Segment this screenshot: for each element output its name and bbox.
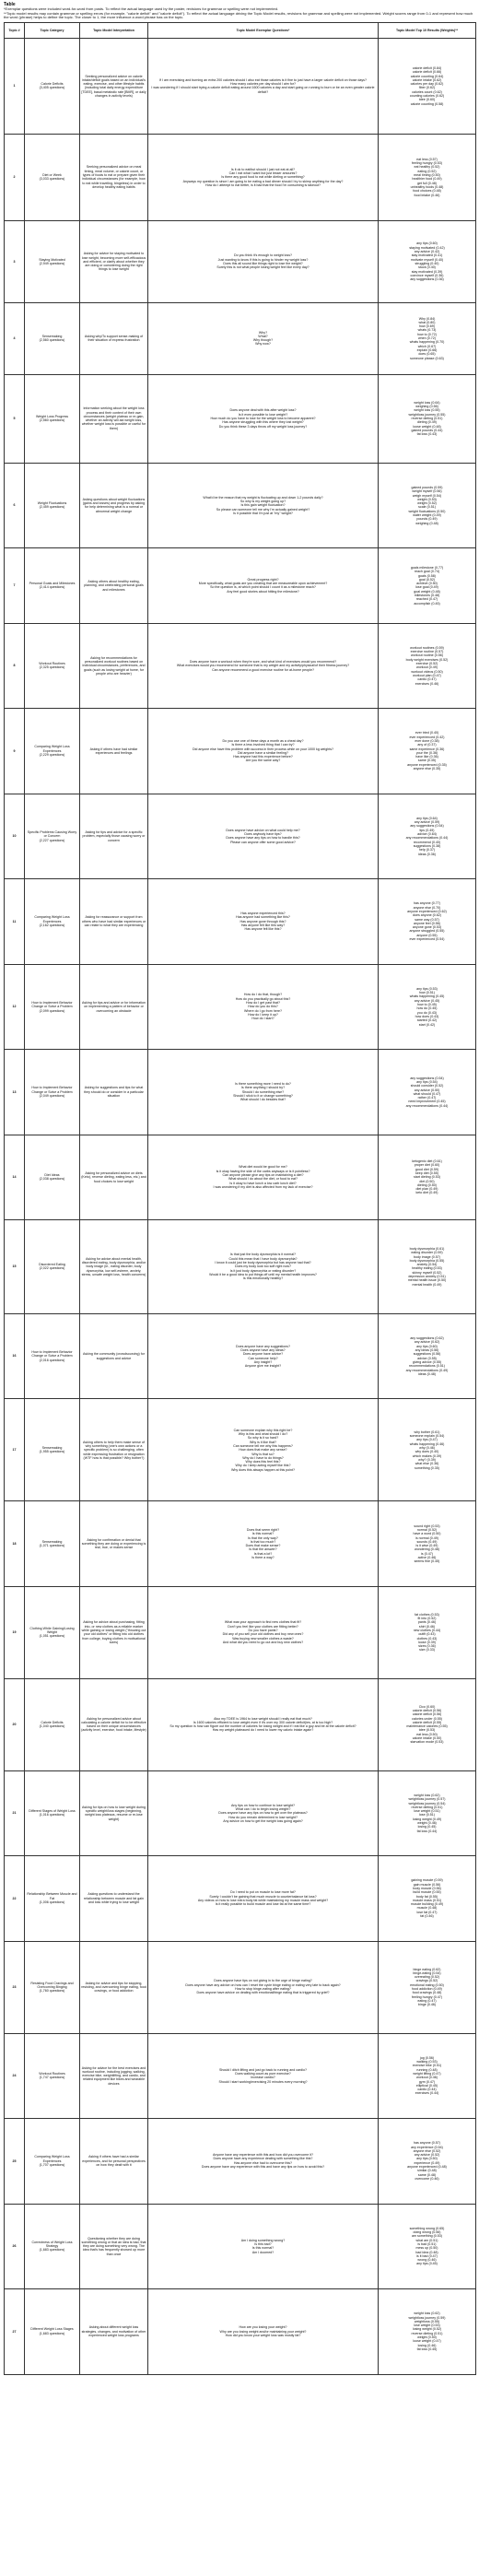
topic-category-cell: Sensemaking (2,560 questions) <box>25 302 80 374</box>
exemplar-questions-cell: Is that just the body dysmorphia is it normal? Could this mean that I have body dysmorphia? I know it could just be body dysmorphia but has anyone had that? Does my body look too soft right now? Is it just body dysmorphia or eating disorder? Would it be a good idea to put things off until my mental health improves? Is this emotionally healthy? <box>148 1220 379 1314</box>
interpretation-cell: Information seeking about the weight loss process and their context of their own circumstances (weight plateau or re-gain, whether an activity will aid weight loss, whether weight loss is possible or useful for them) <box>80 374 148 463</box>
results-cell: gained pounds (0.59) weight myself (0.56) weigh myself (0.54) weight (0.53) weight (0.52) scale (0.51) weight fluctuations (0.50) water weight (0.49) pounds (0.49) weighing (0.48) <box>379 463 476 548</box>
table-row <box>5 1399 476 1501</box>
exemplar-questions-cell: Can someone explain why this right be? Why is this and what should I do? So why is it so hard? Why is it like that? Can someone tell me why this happens? How does that make any sense? Why is that so? Why do I have to do things? Why does this feel this? Why do I keep acting myself like this? Why does this always happen at this point? <box>148 1399 379 1501</box>
results-cell: fat clothes (0.53) fit into (0.52) pants (0.46) shirt (0.46) new clothes (0.44) outfit (0.43) clothes (0.43) loose (0.39) sizes (0.36) size (0.33) <box>379 1586 476 1678</box>
topic-number-cell: 17 <box>5 1399 25 1501</box>
table-row <box>5 2119 476 2205</box>
topic-category-cell: Clothing While Gaining/Losing Weight (1,051 questions) <box>25 1586 80 1678</box>
interpretation-cell: Asking for advice for staying motivated to lose weight, becoming more self-efficacious and efficient, or clarify about whether they are doing or considering doing the right things to lose weight <box>80 221 148 303</box>
topic-number-cell: 6 <box>5 463 25 548</box>
topic-category-cell: Weight Loss Progress (2,560 questions) <box>25 374 80 463</box>
interpretation-cell: Asking questions about weight fluctuations (gains and losses) and progress by asking for help determining what is a normal or abnormal weight change <box>80 463 148 548</box>
results-cell: sound right (0.53) normal (0.52) have a word (0.50) is normal (0.49) sounds (0.49) is it wise (0.49) wondering (0.48) is (0.47) active (0.46) seems fine (0.45) <box>379 1501 476 1587</box>
table-row <box>5 1135 476 1220</box>
interpretation-cell: Asking questions to understand the relationship between muscle and fat gain and loss while trying to lose weight <box>80 1856 148 1942</box>
topic-category-cell: Diet Ideas (2,038 questions) <box>25 1135 80 1220</box>
exemplar-questions-cell: Why? What? Why though? Why now? <box>148 302 379 374</box>
interpretation-cell: Asking why/To support sense-making of their situation of express frustration <box>80 302 148 374</box>
exemplar-questions-cell: Has anyone experienced this? Has anyone had something like this? Has anyone gone through this? Has anyone felt like this way? Has anyone felt like this? <box>148 879 379 965</box>
topic-number-cell: 22 <box>5 1856 25 1942</box>
table-row <box>5 2204 476 2289</box>
topic-category-cell: Sensemaking (1,955 questions) <box>25 1399 80 1501</box>
results-cell: has anyone (0.57) any experience (0.54) anyone else (0.52) any advice (0.52) any tips (0.50) experience (0.49) anyone experienced (0.48) similar (0.48) same (0.48) overcome (0.46) <box>379 2119 476 2205</box>
results-cell: Cico (0.60) calorie deficit (0.56) calorie deficit (0.56) calories under (0.55) calorie deficit (0.55) maintenance calories (0.55) tdee (0.53) eat less (0.50) calorie intake (0.50) starvation mode (0.53) <box>379 1678 476 1770</box>
exemplar-questions-cell: Do you think it's enough to weight loss? Just wanting to know if this is going to hinder my weight loss? Does this all sound like things right to lose the weight? Surely this is not what people losing weight feel like every day? <box>148 221 379 303</box>
topic-category-cell: How to Implement Behavior Change or Solve a Problem (2,099 questions) <box>25 964 80 1050</box>
table-row <box>5 623 476 709</box>
exemplar-questions-cell: If I am exercising and burning an extra 200 calories should I also eat those calories is it fine to just have a larger calorie deficit on those days? How many calories per day should I aim for? I was wondering if I should start trying a calorie deficit eating around 1600 calories a day and start going on running to burn or be an even greater calorie deficit? <box>148 39 379 135</box>
topic-category-cell: Comparing Weight Loss Experiences (2,229 questions) <box>25 709 80 794</box>
table-row <box>5 2033 476 2119</box>
table-row <box>5 1501 476 1587</box>
table-body <box>5 39 476 2374</box>
results-cell: jog (0.56) walking (0.53) exercise bike (0.51) running (0.48) weight lifting (0.47) workout (0.46) gym (0.47) elliptical (0.45) cardio (0.44) exercises (0.44) <box>379 2033 476 2119</box>
exemplar-questions-cell: Do you use one of these days a month as a cheat day? Is there a less involved thing that I can try? Did anyone else have this problem with success in their process while on your 1000 kg weights? Did anyone have a similar feeling? Has anyone had this experience before? Are you the same way? <box>148 709 379 794</box>
table-row <box>5 39 476 135</box>
exemplar-questions-cell: What diet would be good for me? Is it okay having the side of the carbs anyways or is it pointless? Can anyone please give any tips on maintaining a diet? What should I do about the diet, or food to eat? Is it okay to have lunch a low carb lunch diet? I was wondering if my diet is also affected from my lack of exercise? <box>148 1135 379 1220</box>
topic-number-cell: 20 <box>5 1678 25 1770</box>
results-cell: Why (0.84) what (0.80) how (0.69) whats (0.73) how to (0.72) when (0.72) whats happening (0.70) which (0.67) explain (0.66) does (0.65) someone please (0.63) <box>379 302 476 374</box>
topic-number-cell: 11 <box>5 879 25 965</box>
results-cell: goals milestone (0.77) reach goal (0.74) goals (0.58) goal (0.52) achieve (0.50) lose goal (0.49) goal weight (0.48) milestones (0.48) reached (0.47) accomplish (0.45) <box>379 548 476 623</box>
topic-category-cell: Weight Fluctuations (2,459 questions) <box>25 463 80 548</box>
exemplar-questions-cell: Does anyone have advice on what could help me? Does anybody have tips? Does anyone have any tips on how to handle this? Please can anyone offer some good advice? <box>148 794 379 879</box>
topic-category-cell: How to Implement Behavior Change or Solve a Problem (2,016 questions) <box>25 1313 80 1399</box>
table-row <box>5 1678 476 1770</box>
exemplar-questions-cell: Does anyone have tips on not giving in to the urge of binge eating? Does anyone have any advice on how can I reset the cycle binge eating or eating very late to back again? How to stop binge-eating after eating? Does anyone have advice on dealing with emotional/binge eating that is triggered by grief? <box>148 1941 379 2033</box>
exemplar-questions-cell: Also my TDEE is 1964 to lose weight should I really eat that much? Is 1600 calories efficient to lose weight even if it's over my 300 calorie deficit)ies, at is too high? So my question is how can figure out the number of calories for losing weight and if I eat like a guy and be at the calorie deficit? Has my weight plateaued do I need to lower my caloric intake again? <box>148 1678 379 1770</box>
results-cell: ketogenic diet (0.61) proper diet (0.60) good diet (0.59) keep diet (0.55) start dieting (0.53) diet (0.50) dieting (0.50) diet plan (0.49) keto diet (0.49) <box>379 1135 476 1220</box>
interpretation-cell: Asking about different weight loss strategies, changes, and motivation of other experienced weight loss programs <box>80 2289 148 2375</box>
table-row <box>5 1220 476 1314</box>
topic-number-cell: 23 <box>5 1941 25 2033</box>
results-cell: weight loss (0.64) weighing (0.56) weight loss (0.55) weightloss journey (0.55) reverse dieting (0.51) dieting (0.49) loose weight (0.48) gained pounds (0.44) fat loss (0.43) <box>379 374 476 463</box>
column-header-exemplar: Topic Model Exemplar Questions* <box>148 23 379 39</box>
topic-category-cell: Relationship Between Muscle and Fat (1,006 questions) <box>25 1856 80 1942</box>
exemplar-questions-cell: Does anyone have a workout when they're sore, and what kind of exercises would you recommend? What exercises would you recommend for someone that is my weight and my activity/physical/of their fitness journey? Can anyone recommend a good exercise routine for at-home people? <box>148 623 379 709</box>
interpretation-cell: Asking others to help them make sense of why something (one's own actions or a specific problem) is so challenging, often while expressing frustration or resignation (WTF how is that possible? Why bother?) <box>80 1399 148 1501</box>
interpretation-cell: Asking for advice about mental health, disordered eating, body dysmorphia, and/or body image (ie., eating disorder, body dysmorphia, low self-esteem, anxiety, stress, unsafe weight loss, health concerns) <box>80 1220 148 1314</box>
table-row <box>5 1586 476 1678</box>
table-row <box>5 302 476 374</box>
results-cell: something wrong (0.65) doing wrong (0.56) am something (0.53) what am (0.51) is bad (0.51) mess up (0.50) bad idea (0.48) is it bad (0.47) wrong (0.46) any tips (0.45) <box>379 2204 476 2289</box>
topic-category-cell: Workout Routines (2,325 questions) <box>25 623 80 709</box>
interpretation-cell: Asking others about healthy eating, planning, and celebrating personal goals and milestones <box>80 548 148 623</box>
interpretation-cell: Asking for recommendations for personalized workout routines based on individual circumstances, preferences, and goals (such as losing weight at home, for people who are heavier) <box>80 623 148 709</box>
topic-number-cell: 19 <box>5 1586 25 1678</box>
results-cell: workout routines (0.59) exercise routine (0.57) workout routine (0.56) body weight exercises (0.52) exercise (0.52) workout (0.49) workout videos (0.50) workout plan (0.47) cardio (0.47) exercises (0.46) <box>379 623 476 709</box>
topic-number-cell: 15 <box>5 1220 25 1314</box>
exemplar-questions-cell: Is there something more I need to do? Is there anything I should try? Should I do something else? Should I stick to it or change something? What should I do besides that? <box>148 1050 379 1135</box>
topic-number-cell: 9 <box>5 709 25 794</box>
topic-number-cell: 8 <box>5 623 25 709</box>
table-row <box>5 794 476 879</box>
topic-number-cell: 21 <box>5 1770 25 1856</box>
interpretation-cell: Asking for personalized advice about calculating a calorie deficit for to be effective based on their unique circumstances (activity level, exercise, food intake, lifestyle) <box>80 1678 148 1770</box>
topic-table <box>4 22 476 2374</box>
table-row <box>5 1770 476 1856</box>
table-row <box>5 709 476 794</box>
exemplar-questions-cell: Does anyone have any suggestions? Does anyone have any ideas? Does anyone have advice? Can someone help? Any insight? Anyone give me insight? <box>148 1313 379 1399</box>
table-row <box>5 2289 476 2375</box>
results-cell: body dysmorphia (0.61) eating disorder (0.59) body image (0.57) body dysmorphia (0.55) anxiety (0.54) healthy eating (0.53) skinny myself (0.52) depression anxiety (0.51) mental health issue (0.50) mental health (0.49) <box>379 1220 476 1314</box>
interpretation-cell: Seeking personalized advice on calorie intake/deficit goals based on an individual's eating, exercise, and other lifestyle habits (including total daily energy expenditure [TDEE], basal metabolic rate [BMR], or daily changes in activity levels) <box>80 39 148 135</box>
exemplar-questions-cell: Anyone have any experience with this and how did you overcome it? Does anyone have any experience dealing with something like this? Has anyone else had to overcome this? Does anyone have any experience with this and have any tips on how to avoid this? <box>148 2119 379 2205</box>
interpretation-cell: Asking for advice and tips for stopping, resisting, and overcoming binge eating, food cravings, or food addiction <box>80 1941 148 2033</box>
exemplar-questions-cell: Great progress right? More specifically, what goals are you creating that are measureable upon achievement? So the question is, at which point should I count it as a milestone reach? Any feel good stories about hitting the milestone? <box>148 548 379 623</box>
topic-number-cell: 18 <box>5 1501 25 1587</box>
exemplar-questions-cell: How do I do that, though? How do you practically go about this? How do I get past that? How do you do this? Where do I go from here? How do I keep it up? How do I start? <box>148 964 379 1050</box>
interpretation-cell: Asking for reassurance or support from others who have had similar experiences or can relate to what they are experiencing <box>80 879 148 965</box>
topic-number-cell: 16 <box>5 1313 25 1399</box>
exemplar-questions-cell: Is it ok to eat/but should I just not eat at all? Can I eat what I want but just lesser amounts? Is there any good food to eat while dieting or something? Anyways my question is since I am going to be eating a bad dinner should I try to skimp anything for the day? How do I attempt to eat better, is it bad that the food I'm consuming is takeout? <box>148 134 379 220</box>
results-cell: ever tried (0.40) ever experienced (0.42) ever done (0.38) any of (0.37) same experience (0.36) your the (0.36) have like (0.36) same (0.35) anyone experienced (0.35) anyone else (0.35) <box>379 709 476 794</box>
column-header-interpretation: Topic Model Interpretation <box>80 23 148 39</box>
topic-category-cell: How to Implement Behavior Change or Solve a Problem (2,049 questions) <box>25 1050 80 1135</box>
topic-number-cell: 25 <box>5 2119 25 2205</box>
table-header-row <box>5 23 476 39</box>
topic-number-cell: 2 <box>5 134 25 220</box>
results-cell: calorie deficit (0.84) calorie deficit (0.66) calorie counting (0.64) calorie intake (0.62) calories per day (0.62) fiber (0.62) calories count (0.62) counting calories (0.62) tdee (0.60) calorie counting (0.58) <box>379 39 476 135</box>
table-title: Table <box>4 2 16 7</box>
topic-category-cell: Specific Problems Causing Worry or Concern (2,227 questions) <box>25 794 80 879</box>
exemplar-questions-cell: Am I doing something wrong? Is this bad? Is this normal? Am I doomed? <box>148 2204 379 2289</box>
topic-number-cell: 14 <box>5 1135 25 1220</box>
interpretation-cell: Asking for tips and advice or for information on implementing a pattern of behavior or overcoming an obstacle <box>80 964 148 1050</box>
interpretation-cell: Asking for tips on how to lose weight during specific weight/loss stages (beginning, weight loss plateaus, resume or re-lose weight) <box>80 1770 148 1856</box>
table-row <box>5 1856 476 1942</box>
table-row <box>5 964 476 1050</box>
exemplar-questions-cell: Does that seem right? Is this normal? Is that the only way? Is that too much? Does that make sense? Is that the answer? Is that a lot? Is there a way? <box>148 1501 379 1587</box>
topic-number-cell: 24 <box>5 2033 25 2119</box>
topic-category-cell: Different Weight Loss Stages (1,683 questions) <box>25 2289 80 2375</box>
topic-category-cell: Staying Motivated (2,949 questions) <box>25 221 80 303</box>
footnote-results: **Topic model results may contain grammar or spelling errors (for example, "calorie deficit" and "calorie deficit"). To reflect the actual language driving the Topic Model results, revisions for grammar and spelling were not implemented. Weight scores range from 0-1 and represent how much the word (phrase) helps to define the topic. The closer to 1, the more influence a word phrase has on the topic. <box>4 10 473 20</box>
results-cell: any tips (0.53) how (0.51) whats happening (0.45) any advice (0.45) how to (0.45) how do (0.45) you do (0.43) how does (0.43) started (0.42) start (0.42) <box>379 964 476 1050</box>
results-cell: any suggestions (0.54) any tips (0.54) should consider (0.52) any advice (0.50) what should (0.47) rather (0.47) need improvement (0.45) any recommendations (0.44) <box>379 1050 476 1135</box>
topic-number-cell: 5 <box>5 374 25 463</box>
interpretation-cell: Asking for advice for the best exercises and workout routine, including jogging, walking, exercise bike, weightlifting, and cardio, and related equipment like bikes and wearable devices <box>80 2033 148 2119</box>
topic-category-cell: Diet or Week (3,033 questions) <box>25 134 80 220</box>
topic-number-cell: 7 <box>5 548 25 623</box>
table-row <box>5 1313 476 1399</box>
column-header-topic-number: Topic # <box>5 23 25 39</box>
table-row <box>5 1050 476 1135</box>
exemplar-questions-cell: Does anyone deal with this after weight loss? Is it even possible to lose weight? How much do you have to lose for the weight loss to become apparent? Has anyone struggling with this where they lost weight? Do you think these 3 days throw off my weight loss journey? <box>148 374 379 463</box>
interpretation-cell: Asking for confirmation or denial that something they are doing or experiencing is real, true, or makes sense <box>80 1501 148 1587</box>
results-cell: any suggestions (0.62) any advice (0.62) any tips (0.60) any ideas (0.56) suggestions (0.56) advice (0.55) giving advice (0.55) recommendations (0.51) any recommendations (0.49) ideas (0.48) <box>379 1313 476 1399</box>
topic-number-cell: 12 <box>5 964 25 1050</box>
interpretation-cell: Asking for advice about purchasing, fitting into, or new clothes as a reliable marker while gaining or losing weight ("throwing out your old clothes" or fitting into old clothes from college, buying clothes in motivational sizes) <box>80 1586 148 1678</box>
topic-category-cell: Comparing Weight Loss Experiences (2,162 questions) <box>25 879 80 965</box>
exemplar-questions-cell: What'd be the reason that my weight is fluctuating up and down 1-2 pounds daily? So why is my weight going up? Is this gain weight fluctuation? So please can someone tell me why I'm actually gained weight? Is it possible that I'm just at "my" weight? <box>148 463 379 548</box>
table-row <box>5 463 476 548</box>
topic-number-cell: 1 <box>5 39 25 135</box>
topic-number-cell: 13 <box>5 1050 25 1135</box>
interpretation-cell: Asking for personalized advice on diets (Keto), reverse dieting, eating less, etc.) and food choices to lose weight <box>80 1135 148 1220</box>
topic-number-cell: 3 <box>5 221 25 303</box>
table-row <box>5 548 476 623</box>
topic-category-cell: Resisting Food Cravings and Overcoming Binging (1,760 questions) <box>25 1941 80 2033</box>
topic-number-cell: 26 <box>5 2204 25 2289</box>
topic-number-cell: 4 <box>5 302 25 374</box>
exemplar-questions-cell: Should I ditch lifting and just go back to running and cardio? Does walking count as pure exercise? Increase cardio? Should I start working/exercising 20 minutes every morning? <box>148 2033 379 2119</box>
topic-number-cell: 10 <box>5 794 25 879</box>
results-cell: why bother (0.61) someone explain (0.54) any tips (0.47) whats happening (0.46) why (0.46) why does (0.40) which makes (0.39) why? (0.39) what else (0.36) something (0.35) <box>379 1399 476 1501</box>
results-cell: has anyone (0.77) anyone else (0.70) anyone experienced (0.62) does anyone (0.62) same way (0.57) anyone feel (0.56) anyone gone (0.53) anyone struggled (0.55) anyone (0.55) ever experienced (0.54) <box>379 879 476 965</box>
exemplar-questions-cell: What was your approach to find new clothes that fit? Don't you feel like your clothes are fitting better? Do you have pants? Did any of you sell your old clothes and buy new ones? Was buying new smaller clothes a waste? And what did you need to go out and buy new clothes? <box>148 1586 379 1678</box>
topic-number-cell: 27 <box>5 2289 25 2375</box>
interpretation-cell: Asking if others have had similar experiences and feelings <box>80 709 148 794</box>
topic-category-cell: Personal Goals and Milestones (2,414 questions) <box>25 548 80 623</box>
results-cell: binge eating (0.62) binge-eating (0.54) overeating (0.52) cravings (0.52) emotional eating (0.50) food addiction (0.49) food cravings (0.48) feeling hungry (0.47) eating (0.47) binge (0.46) <box>379 1941 476 2033</box>
topic-category-cell: Different Stages of Weight Loss (1,016 questions) <box>25 1770 80 1856</box>
table-row <box>5 221 476 303</box>
table-row <box>5 1941 476 2033</box>
table-row <box>5 374 476 463</box>
topic-category-cell: Calorie Deficits (3,405 questions) <box>25 39 80 135</box>
results-cell: weight loss (0.62) weightloss journey (0.57) weightloss journey (0.54) reverse dieting (0.51) lose weight (0.51) lose (0.51) losing weight (0.49) weight (0.46) losing (0.45) fat loss (0.44) <box>379 1770 476 1856</box>
interpretation-cell: Questioning whether they are doing something wrong or that an idea is bad, that they are doing something very wrong. The idea that's has frequently showed up more than once <box>80 2204 148 2289</box>
topic-category-cell: Sensemaking (1,071 questions) <box>25 1501 80 1587</box>
results-cell: any tips (0.60) staying motivated (0.42) any advice (0.42) stay motivated (0.41) motivate myself (0.40) struggling (0.40) stuck (0.40) stay motivated (0.39) convince myself (0.36) any suggestions (0.36) <box>379 221 476 303</box>
table-row <box>5 134 476 220</box>
topic-category-cell: Workout Routines (1,747 questions) <box>25 2033 80 2119</box>
column-header-results: Topic Model Top 10 Results (Weights)** <box>379 23 476 39</box>
topic-category-cell: Calorie Deficits (1,040 questions) <box>25 1678 80 1770</box>
results-cell: gaining muscle (0.59) gain muscle (0.56) body muscle (0.56) build muscle (0.55) body fat (0.55) muscle mass (0.51) muscle building (0.49) muscle (0.48) lose fat (0.47) fat (0.46) <box>379 1856 476 1942</box>
results-cell: weight loss (0.62) weightloss journey (0.59) weightloss (0.55) lose weight (0.53) losing weight (0.52) reverse dieting (0.51) weight (0.50) loose weight (0.47) losing (0.46) fat loss (0.45) <box>379 2289 476 2375</box>
results-cell: any tips (0.64) any advice (0.59) any suggestions (0.54) tips (0.49) advice (0.64) any recommendations (0.44) recommend (0.40) suggestions (0.38) help (0.37) ideas (0.36) <box>379 794 476 879</box>
table-row <box>5 879 476 965</box>
topic-category-cell: Correctness of Weight Loss Strategy (1,683 questions) <box>25 2204 80 2289</box>
column-header-topic-category: Topic Category <box>25 23 80 39</box>
exemplar-questions-cell: Do I need to put on muscle to lose more fat? Surely I couldn't be gaining that much muscle to counterbalance fat loss? Any videos on how to lose extra body fat while maintaining my muscle mass and weight? Is it really possible to build muscle and lose fat at the same time? <box>148 1856 379 1942</box>
interpretation-cell: Asking if others have had a similar experiences, and for personal perspectives on how they dealt with it <box>80 2119 148 2205</box>
topic-category-cell: Disordered Eating (2,022 questions) <box>25 1220 80 1314</box>
results-cell: eat less (0.57) feeling hungry (0.53) eat healthy (0.52) eating (0.52) meal timing (0.50) healthier food (0.49) get full (0.48) unhealthy foods (0.48) food choices (0.48) food intake (0.46) <box>379 134 476 220</box>
interpretation-cell: Seeking personalized advice on meal timing, meal volume, or calorie count, or types of foods to eat or prepare given their individual circumstances (for example, how to eat while traveling, bingeless) in order to develop healthy eating habits <box>80 134 148 220</box>
footnote-exemplar: *Exemplar questions were included word-for-word from posts. To reflect the actual language used by the poster, revisions for grammar or spelling were not implemented. <box>4 6 279 11</box>
exemplar-questions-cell: How are you losing your weight? Why are you losing weight and/or maintaining your weight? How did you know your weight loss was mostly fat? <box>148 2289 379 2375</box>
topic-category-cell: Comparing Weight Loss Experiences (1,707 questions) <box>25 2119 80 2205</box>
interpretation-cell: Asking the community (crowdsourcing) for suggestions and advice <box>80 1313 148 1399</box>
interpretation-cell: Asking for tips and advice for a specific problem, especially those causing worry or concern <box>80 794 148 879</box>
interpretation-cell: Asking for suggestions and tips for what they should do or consider in a particular situation <box>80 1050 148 1135</box>
exemplar-questions-cell: Any tips on how to continue to lose weight? What can I do to begin losing weight? Does anyone have any tips on how to get over the plateaus? How do you remain determined to lose weight? Any advice on how to get the weight loss going again? <box>148 1770 379 1856</box>
